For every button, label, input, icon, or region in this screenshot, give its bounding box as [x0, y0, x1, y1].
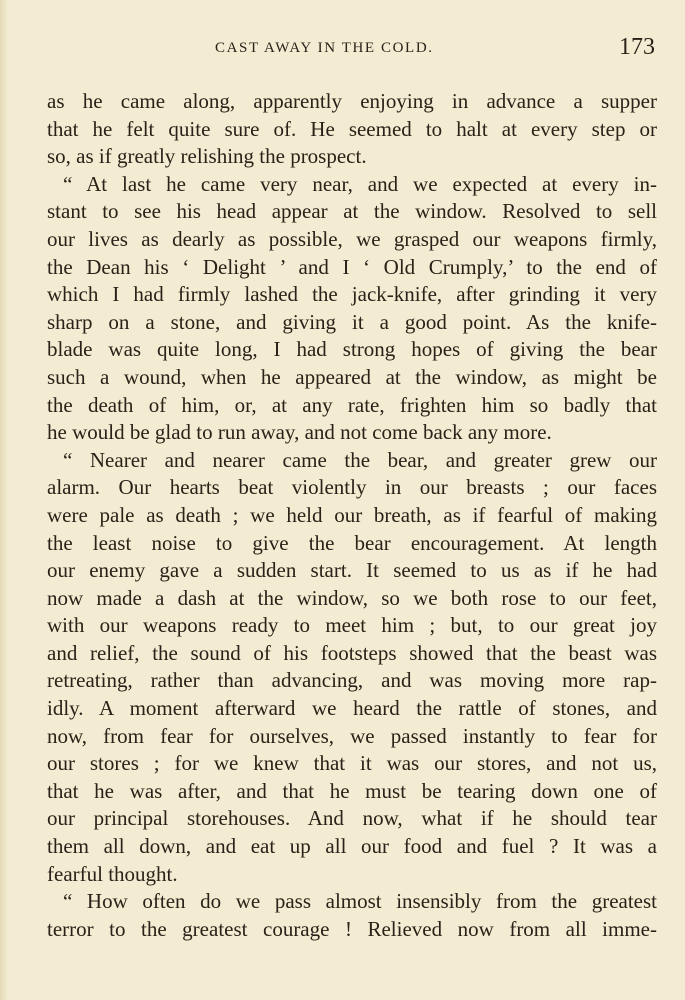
text-line: he would be glad to run away, and not come back any more. — [47, 420, 552, 445]
text-line: fearful thought. — [47, 861, 178, 886]
text-line: now made a dash at the window, so we both rose to our feet, — [47, 585, 657, 610]
running-title: CAST AWAY IN THE COLD. — [215, 40, 434, 56]
text-line: now, from fear for ourselves, we passed instantly to fear for — [47, 723, 657, 748]
text-line: retreating, rather than advancing, and was moving more rap- — [47, 668, 657, 693]
text-line: our stores ; for we knew that it was our stores, and not us, — [47, 751, 657, 776]
text-line: “ Nearer and nearer came the bear, and greater grew our — [63, 447, 657, 472]
text-line: the least noise to give the bear encouragement. At length — [47, 530, 657, 555]
text-line: the Dean his ‘ Delight ’ and I ‘ Old Crumply,’ to the end of — [47, 254, 657, 279]
text-line: that he felt quite sure of. He seemed to halt at every step or — [47, 116, 657, 141]
text-line: which I had firmly lashed the jack-knife, after grinding it very — [47, 282, 657, 307]
text-line: blade was quite long, I had strong hopes of giving the bear — [47, 337, 657, 362]
text-line: “ How often do we pass almost insensibly from the greatest — [63, 889, 657, 914]
text-line: with our weapons ready to meet him ; but, to our great joy — [47, 613, 657, 638]
text-line: sharp on a stone, and giving it a good point. As the knife- — [47, 309, 657, 334]
text-line: as he came along, apparently enjoying in advance a supper — [47, 89, 657, 113]
text-line: were pale as death ; we held our breath, as if fearful of making — [47, 502, 657, 527]
text-line: idly. A moment afterward we heard the rattle of stones, and — [47, 696, 657, 721]
text-line: such a wound, when he appeared at the window, as might be — [47, 364, 657, 389]
text-line: our principal storehouses. And now, what if he should tear — [47, 806, 657, 831]
page-number: 173 — [619, 34, 655, 60]
body-text — [47, 88, 657, 943]
text-line: alarm. Our hearts beat violently in our breasts ; our faces — [47, 475, 657, 500]
text-line: terror to the greatest courage ! Relieved now from all imme- — [47, 916, 657, 941]
text-line: that he was after, and that he must be tearing down one of — [47, 778, 657, 803]
text-line: and relief, the sound of his footsteps showed that the beast was — [47, 640, 657, 665]
page-edge-shadow — [0, 0, 8, 1000]
text-line: stant to see his head appear at the window. Resolved to sell — [47, 199, 657, 224]
text-line: them all down, and eat up all our food and fuel ? It was a — [47, 834, 657, 859]
text-line: our lives as dearly as possible, we grasped our weapons firmly, — [47, 226, 657, 251]
text-line: our enemy gave a sudden start. It seemed to us as if he had — [47, 558, 657, 583]
text-line: so, as if greatly relishing the prospect. — [47, 144, 367, 169]
text-line: “ At last he came very near, and we expected at every in- — [63, 171, 657, 196]
text-line: the death of him, or, at any rate, frighten him so badly that — [47, 392, 657, 417]
